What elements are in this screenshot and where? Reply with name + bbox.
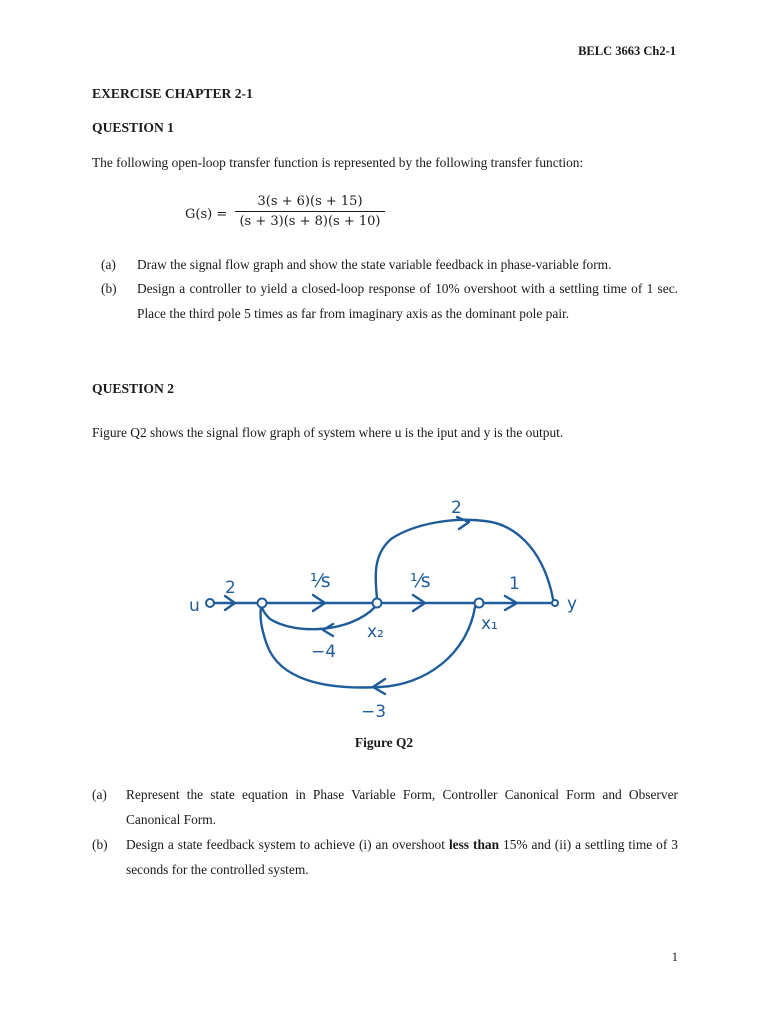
course-code: BELC 3663 Ch2-1 bbox=[578, 44, 676, 58]
branch-feedback-minus-3 bbox=[261, 607, 475, 688]
label-u: u bbox=[189, 596, 200, 616]
arrow-feedback-inner bbox=[323, 624, 333, 636]
branch-feedforward-2 bbox=[376, 520, 553, 599]
node-u bbox=[206, 599, 214, 607]
item-label: (b) bbox=[101, 281, 117, 296]
label-x2: x₂ bbox=[367, 622, 384, 642]
node-x2 bbox=[373, 599, 382, 608]
node-input-sum bbox=[258, 599, 267, 608]
item-label: (b) bbox=[92, 837, 108, 852]
page-title: EXERCISE CHAPTER 2-1 bbox=[92, 86, 253, 101]
label-y: y bbox=[567, 594, 578, 614]
item-text: Design a controller to yield a closed-loop response of 10% overshoot with a settling time of 1 sec. Place the third pole 5 times as far from imaginary axis as the dominant pole pair. bbox=[137, 281, 678, 321]
question-1-item-b bbox=[101, 276, 687, 351]
label-gain-feedback-inner: −4 bbox=[311, 642, 337, 662]
page-number: 1 bbox=[671, 950, 678, 964]
item-text: Represent the state equation in Phase Variable Form, Controller Canonical Form and Observer Canonical Form. bbox=[126, 787, 678, 827]
equation-denominator: (s + 3)(s + 8)(s + 10) bbox=[239, 214, 381, 229]
label-gain-integrator-2: ¹⁄s bbox=[410, 570, 431, 592]
equation-lhs: G(s) = bbox=[185, 207, 228, 222]
label-gain-output: 1 bbox=[509, 574, 520, 594]
question-1-item-a bbox=[101, 252, 687, 277]
figure-caption: Figure Q2 bbox=[354, 735, 414, 750]
item-text bbox=[126, 832, 678, 882]
label-x1: x₁ bbox=[481, 614, 498, 634]
question-1-intro: The following open-loop transfer function is represented by the following transfer function: bbox=[92, 155, 584, 170]
item-label: (a) bbox=[101, 257, 116, 272]
label-gain-feedback-outer: −3 bbox=[361, 702, 387, 722]
label-gain-feedforward: 2 bbox=[451, 498, 462, 518]
node-x1 bbox=[475, 599, 484, 608]
item-text-part: 15% and (ii) a settling time of 3 seconds for the controlled system. bbox=[126, 837, 678, 877]
question-2-intro: Figure Q2 shows the signal flow graph of system where u is the iput and y is the output. bbox=[92, 425, 564, 440]
item-text-emphasis: less than bbox=[448, 837, 500, 852]
question-1-heading: QUESTION 1 bbox=[92, 120, 174, 135]
branch-feedback-minus-4 bbox=[262, 606, 375, 629]
item-text: Draw the signal flow graph and show the state variable feedback in phase-variable form. bbox=[137, 257, 612, 272]
question-2-item-b bbox=[92, 832, 678, 882]
equation-fraction bbox=[235, 194, 385, 229]
signal-flow-graph bbox=[185, 485, 605, 725]
question-2-item-a bbox=[92, 782, 678, 832]
item-text-part: Design a state feedback system to achieve (i) an overshoot bbox=[126, 837, 449, 852]
item-label: (a) bbox=[92, 787, 107, 802]
label-gain-integrator-1: ¹⁄s bbox=[310, 570, 331, 592]
equation-numerator: 3(s + 6)(s + 15) bbox=[257, 194, 363, 209]
node-y bbox=[552, 600, 558, 606]
label-gain-input: 2 bbox=[225, 578, 236, 598]
question-2-heading: QUESTION 2 bbox=[92, 381, 174, 396]
